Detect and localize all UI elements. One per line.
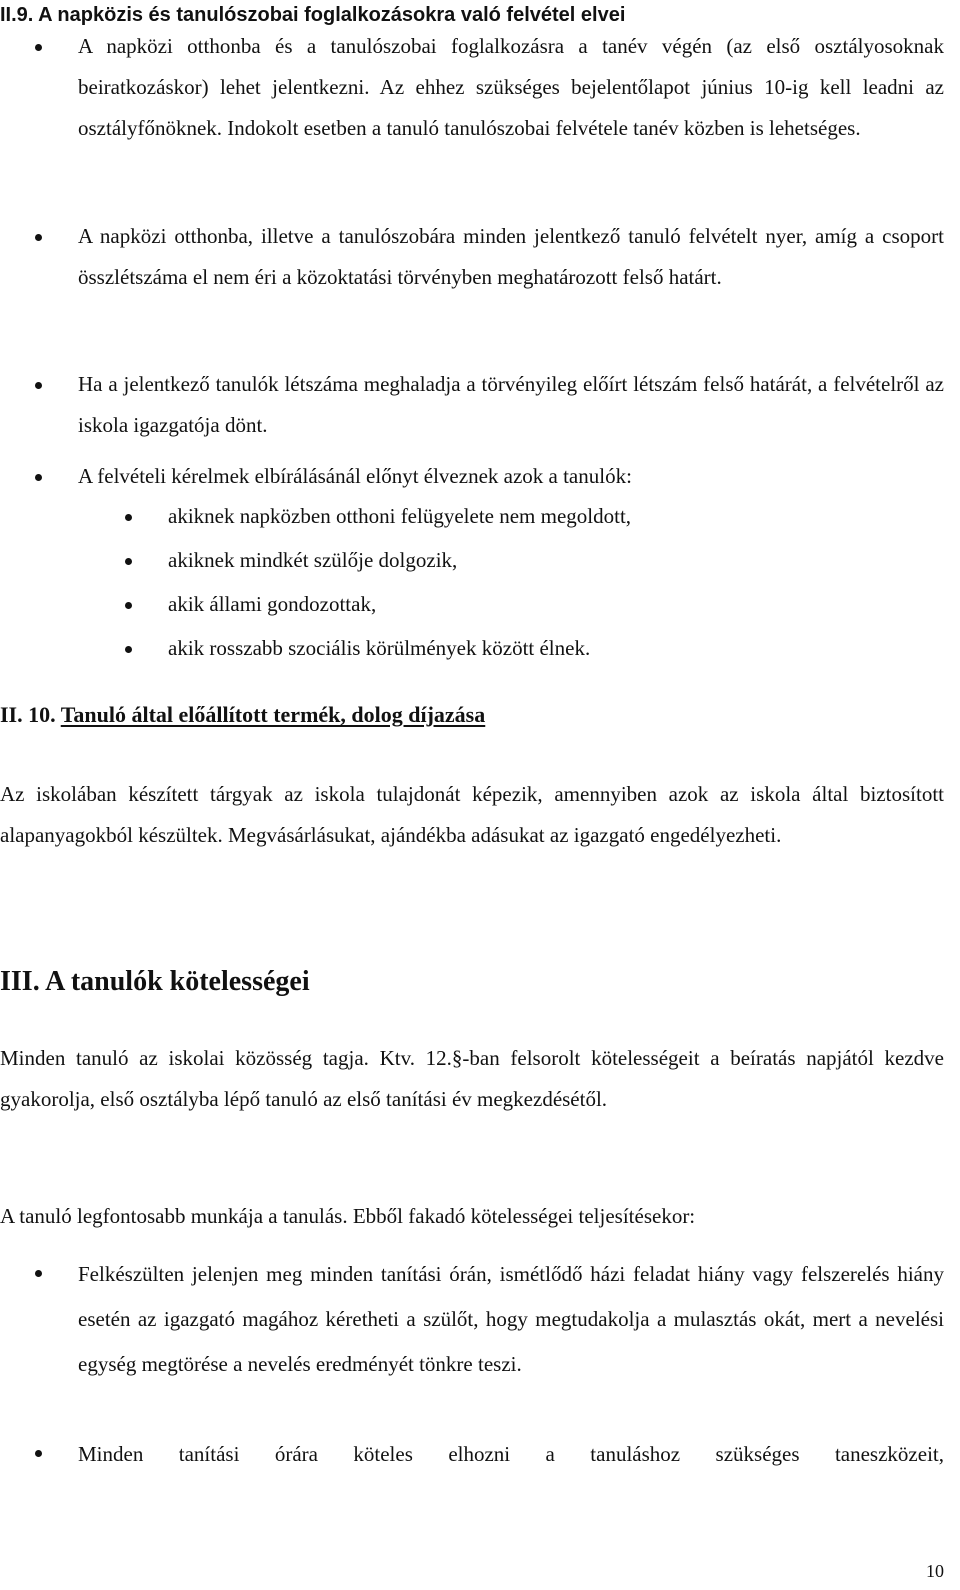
bullet-icon bbox=[35, 474, 42, 481]
bullet-icon bbox=[125, 558, 132, 565]
list-item: A felvételi kérelmek elbírálásánál előnyt élveznek azok a tanulók: bbox=[0, 456, 960, 497]
list-item: akiknek mindkét szülője dolgozik, bbox=[0, 540, 960, 581]
bullet-icon bbox=[125, 646, 132, 653]
bullet-icon bbox=[125, 602, 132, 609]
list-item: Minden tanítási órára köteles elhozni a tanuláshoz szükséges taneszközeit, bbox=[0, 1432, 960, 1477]
list-item: Ha a jelentkező tanulók létszáma meghaladja a törvényileg előírt létszám felső határát, a felvételről az iskola igazgatója dönt. bbox=[0, 364, 960, 446]
section-paragraph-2-10: Az iskolában készített tárgyak az iskola tulajdonát képezik, amennyiben azok az iskola által biztosított alapanyagokból készültek. Megvásárlásukat, ajándékba adásukat az igazgató engedélyezheti. bbox=[0, 782, 944, 847]
list-item: A napközi otthonba, illetve a tanulószobára minden jelentkező tanuló felvételt nyer, amíg a csoport összlétszáma el nem éri a közoktatási törvényben meghatározott felső határt. bbox=[0, 216, 960, 298]
list-item: akik rosszabb szociális körülmények között élnek. bbox=[0, 628, 960, 669]
section-paragraph-3-1: Minden tanuló az iskolai közösség tagja. Ktv. 12.§-ban felsorolt kötelességeit a beíratás napjától kezdve gyakorolja, első osztályba lépő tanuló az első tanítási év megkezdésétől. bbox=[0, 1046, 944, 1111]
list-item: akiknek napközben otthoni felügyelete nem megoldott, bbox=[0, 496, 960, 537]
section-heading-3: III. A tanulók kötelességei bbox=[0, 966, 310, 997]
page-number: 10 bbox=[926, 1561, 944, 1581]
bullet-icon bbox=[35, 1450, 42, 1457]
list-item: A napközi otthonba és a tanulószobai foglalkozásra a tanév végén (az első osztályosoknak beiratkozáskor) lehet jelentkezni. Az ehhez szükséges bejelentőlapot június 10-ig kell leadni az osztályfőnöknek. Indokolt esetben a tanuló tanulószobai felvétele tanév közben is lehetséges. bbox=[0, 26, 960, 149]
bullet-icon bbox=[35, 382, 42, 389]
section-paragraph-3-2: A tanuló legfontosabb munkája a tanulás. Ebből fakadó kötelességei teljesítésekor: bbox=[0, 1204, 696, 1228]
section-heading-2-9: II.9. A napközis és tanulószobai foglalkozásokra való felvétel elvei bbox=[0, 4, 626, 26]
bullet-icon bbox=[35, 1270, 42, 1277]
bullet-icon bbox=[35, 234, 42, 241]
list-item: akik állami gondozottak, bbox=[0, 584, 960, 625]
list-item: Felkészülten jelenjen meg minden tanítási órán, ismétlődő házi feladat hiány vagy felszerelés hiány esetén az igazgató magához kéretheti a szülőt, hogy megtudakolja a mulasztás okát, mert a nevelési egység megtörése a nevelés eredményét tönkre teszi. bbox=[0, 1252, 960, 1387]
bullet-icon bbox=[35, 44, 42, 51]
bullet-icon bbox=[125, 514, 132, 521]
section-heading-2-10: II. 10. Tanuló által előállított termék, dolog díjazása bbox=[0, 702, 486, 727]
